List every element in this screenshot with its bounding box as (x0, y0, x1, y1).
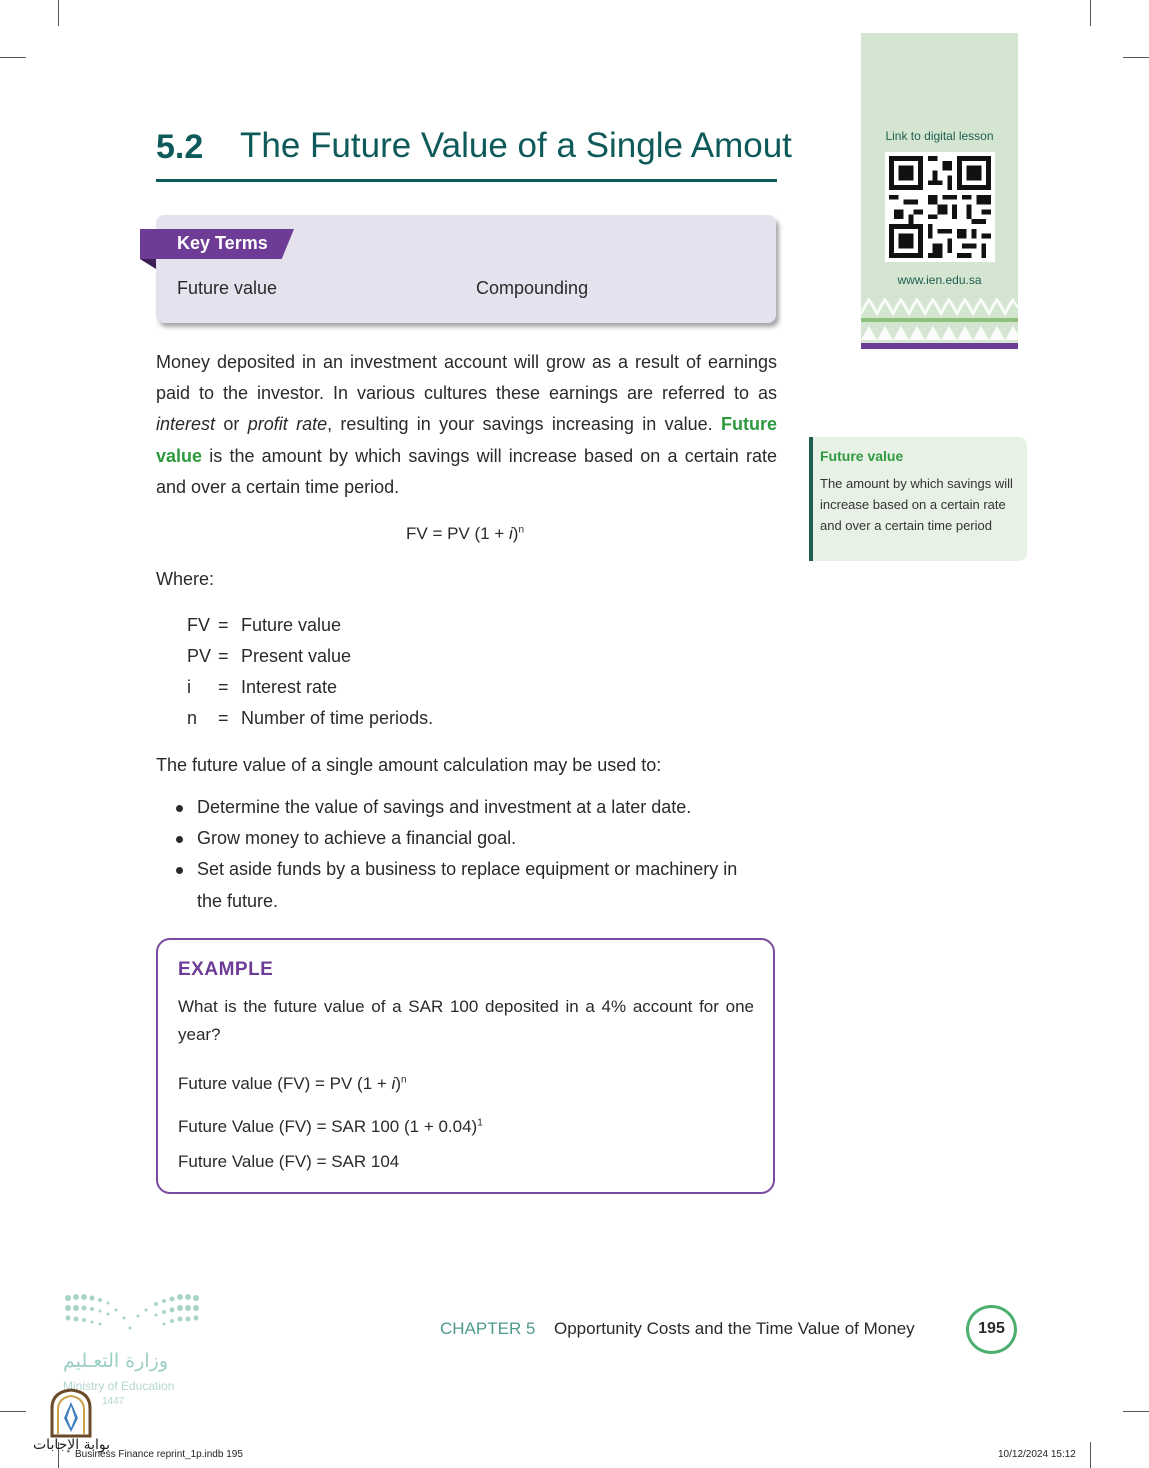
bullet-icon (176, 805, 183, 812)
ministry-name-arabic: وزارة التعـليم (63, 1350, 169, 1372)
crop-mark (58, 0, 59, 26)
example-text: Future Value (FV) = SAR 100 (1 + 0.04) (178, 1117, 478, 1136)
qr-code-icon[interactable] (885, 152, 995, 262)
example-exponent: n (400, 1074, 407, 1086)
definition-text: Future value (241, 615, 342, 635)
definition-text: Number of time periods. (241, 708, 434, 728)
key-terms-label: Key Terms (177, 233, 268, 253)
crop-mark (1090, 0, 1091, 26)
definition-equals: = (218, 677, 229, 697)
crop-mark (0, 1411, 26, 1412)
portal-name: بوابة الإجابات (33, 1437, 111, 1453)
chapter-label: CHAPTER 5 (440, 1319, 536, 1338)
key-term-compounding: Compounding (476, 278, 589, 298)
digital-lesson-link[interactable]: Link to digital lesson (885, 129, 994, 143)
crop-mark (1123, 57, 1149, 58)
list-item (176, 823, 757, 855)
definition-symbol: FV (187, 615, 211, 635)
crop-mark (1090, 1442, 1091, 1468)
formula-exponent: n (518, 524, 525, 536)
where-label: Where: (156, 569, 215, 589)
definition-text: Present value (241, 646, 352, 666)
page-number: 195 (978, 1320, 1005, 1337)
definition-symbol: n (187, 708, 198, 728)
example-text: Future value (FV) = PV (1 + (178, 1074, 392, 1093)
definition-equals: = (218, 646, 229, 666)
intro-emphasis-profit-rate: profit rate (247, 414, 328, 435)
glossary-term: Future value (820, 448, 904, 464)
portal-logo-icon (48, 1388, 94, 1438)
decorative-pattern-icon (861, 296, 1018, 340)
key-terms-tab-fold (140, 259, 156, 269)
example-question: What is the future value of a SAR 100 deposited in a 4% account for one year? (178, 997, 754, 1044)
intro-text: is the amount by which savings will increase based on a certain rate and over a certain time period. (156, 445, 777, 497)
print-slug-date: 10/12/2024 15:12 (998, 1449, 1076, 1460)
ministry-logo-icon (62, 1290, 202, 1340)
example-heading: EXAMPLE (178, 959, 274, 980)
section-number: 5.2 (156, 128, 204, 166)
example-exponent: 1 (477, 1117, 483, 1129)
section-title: The Future Value of a Single Amout (240, 126, 792, 165)
example-step-substitution (178, 1117, 483, 1137)
list-item-text: Set aside funds by a business to replace equipment or machinery in the future. (197, 859, 738, 911)
example-text: ) (395, 1074, 401, 1093)
example-step-result: Future Value (FV) = SAR 104 (178, 1152, 400, 1171)
definition-symbol: i (187, 677, 191, 697)
example-step-formula (178, 1074, 407, 1094)
definition-equals: = (218, 615, 229, 635)
uses-intro: The future value of a single amount calculation may be used to: (156, 755, 662, 775)
example-var: i (391, 1074, 396, 1093)
intro-text: or (215, 414, 248, 435)
glossary-bar (809, 437, 813, 561)
digital-lesson-url[interactable]: www.ien.edu.sa (897, 273, 982, 287)
formula-rhs: ) (512, 524, 519, 543)
ministry-year: 1447 (102, 1396, 125, 1407)
bullet-icon (176, 836, 183, 843)
list-item (176, 854, 756, 917)
list-item-text: Determine the value of savings and investment at a later date. (197, 797, 692, 817)
title-rule (156, 179, 777, 182)
key-term-future-value: Future value (177, 278, 278, 298)
formula-var: i (509, 524, 513, 543)
crop-mark (0, 57, 26, 58)
definition-symbol: PV (187, 646, 212, 666)
glossary-definition: The amount by which savings will increase based on a certain rate and over a certain time period (820, 476, 1013, 533)
list-item-text: Grow money to achieve a financial goal. (197, 828, 517, 848)
intro-emphasis-interest: interest (156, 414, 216, 435)
formula-lhs: FV = PV (1 + (406, 524, 509, 543)
intro-paragraph (156, 347, 777, 503)
print-slug-file: Business Finance reprint_1p.indb 195 (75, 1449, 243, 1460)
definition-equals: = (218, 708, 229, 728)
bullet-icon (176, 867, 183, 874)
intro-text: Money deposited in an investment account will grow as a result of earnings paid to the investor. In various cultures these earnings are referred to as (156, 352, 777, 404)
definition-text: Interest rate (241, 677, 338, 697)
ministry-name-english: Ministry of Education (63, 1379, 175, 1393)
list-item (176, 792, 757, 824)
chapter-title: Opportunity Costs and the Time Value of Money (554, 1319, 915, 1338)
crop-mark (1123, 1411, 1149, 1412)
digital-lesson-bar (861, 343, 1018, 349)
highlighted-term-future-value: Future value (156, 414, 777, 466)
fv-formula (406, 524, 524, 544)
intro-text: , resulting in your savings increasing in value. (327, 414, 721, 435)
